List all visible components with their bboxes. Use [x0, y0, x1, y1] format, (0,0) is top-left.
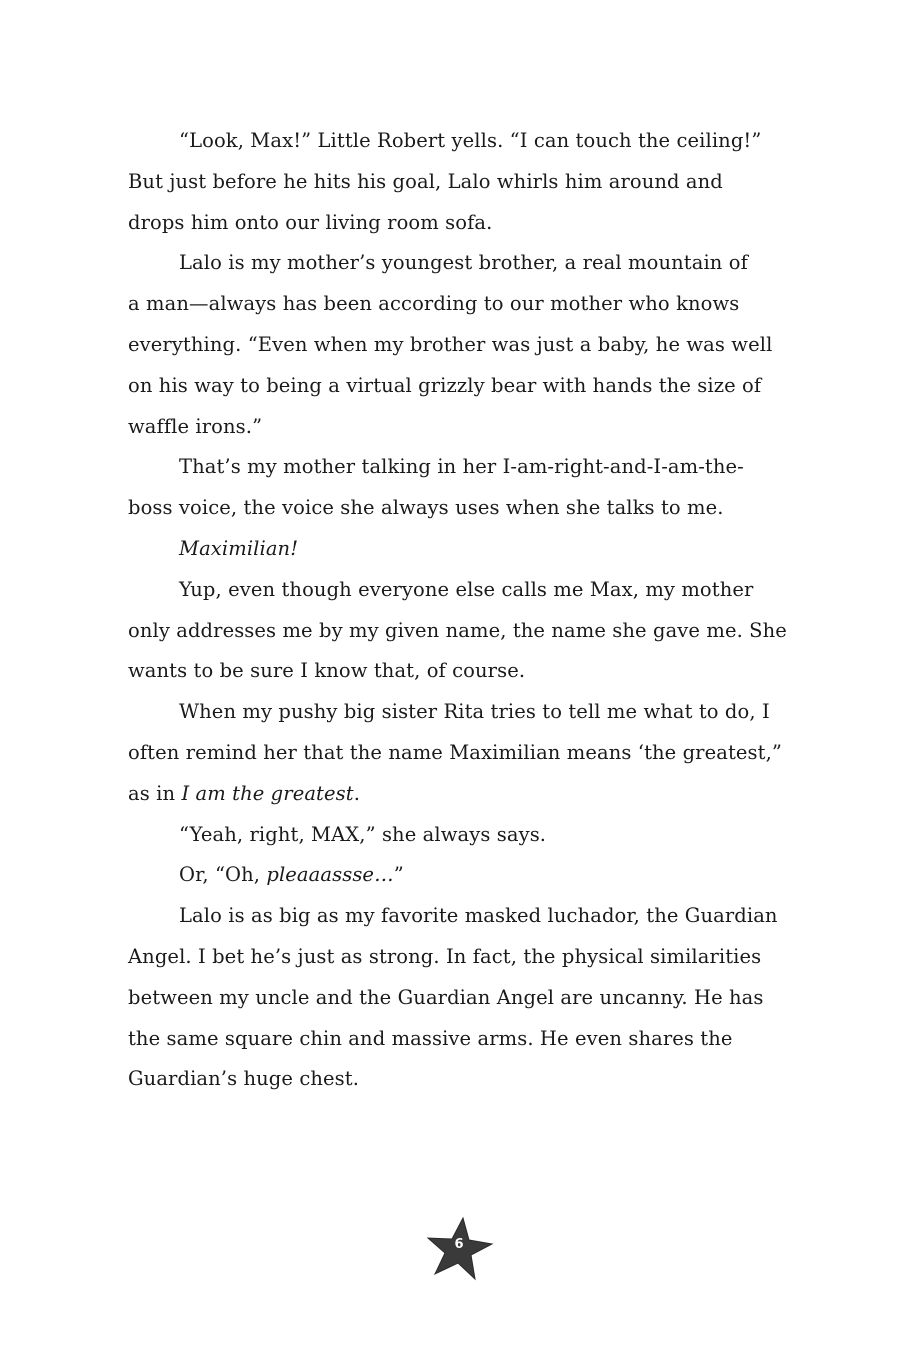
text-line [128, 978, 768, 1019]
text-run: drops him onto our living room sofa. [128, 210, 493, 234]
text-line [128, 407, 768, 448]
text-run: Yup, even though everyone else calls me Max, my mother [179, 577, 754, 601]
text-line [128, 937, 768, 978]
text-run: . [353, 781, 360, 805]
text-run: Or, “Oh, [179, 863, 267, 887]
text-line [128, 366, 768, 407]
text-run: the same square chin and massive arms. He even shares the [128, 1026, 733, 1050]
text-line [128, 570, 768, 611]
text-run: on his way to being a virtual grizzly bear with hands the size of [128, 373, 762, 397]
text-run: But just before he hits his goal, Lalo whirls him around and [128, 169, 723, 193]
page-number-badge [424, 1216, 494, 1282]
text-run: “Yeah, right, MAX,” she always says. [179, 822, 547, 846]
text-run: waffle irons.” [128, 414, 263, 438]
text-line [128, 651, 768, 692]
text-line [128, 284, 768, 325]
text-line [128, 692, 768, 733]
text-line [128, 855, 768, 896]
page-number: 6 [454, 1237, 464, 1252]
italic-text: pleaaassse… [266, 863, 394, 887]
text-run: Lalo is as big as my favorite masked luchador, the Guardian [179, 904, 778, 928]
text-run: When my pushy big sister Rita tries to tell me what to do, I [179, 700, 770, 724]
text-run: as in [128, 781, 182, 805]
text-run: often remind her that the name Maximilian means ‘the greatest,” [128, 740, 782, 764]
text-run: Lalo is my mother’s youngest brother, a real mountain of [179, 251, 748, 275]
text-run: Guardian’s huge chest. [128, 1067, 359, 1091]
text-run: wants to be sure I know that, of course. [128, 659, 526, 683]
text-line [128, 529, 768, 570]
text-line [128, 815, 768, 856]
text-run: only addresses me by my given name, the name she gave me. She [128, 618, 787, 642]
text-line [128, 203, 768, 244]
text-line [128, 447, 768, 488]
text-run: between my uncle and the Guardian Angel are uncanny. He has [128, 985, 764, 1009]
text-line [128, 121, 768, 162]
italic-text: Maximilian! [179, 536, 299, 560]
text-line [128, 733, 782, 774]
text-run: ” [393, 863, 404, 887]
text-line [128, 1019, 768, 1060]
text-line [128, 162, 768, 203]
text-line [128, 774, 768, 815]
italic-text: I am the greatest [181, 781, 354, 805]
text-line [128, 1059, 768, 1100]
text-line [128, 325, 773, 366]
text-run: Angel. I bet he’s just as strong. In fact, the physical similarities [128, 944, 762, 968]
text-line [128, 488, 768, 529]
text-run: everything. “Even when my brother was just a baby, he was well [128, 332, 773, 356]
page-body [128, 121, 787, 1100]
text-line [128, 611, 787, 652]
text-run: a man—always has been according to our mother who knows [128, 292, 740, 316]
text-line [128, 896, 778, 937]
text-run: “Look, Max!” Little Robert yells. “I can touch the ceiling!” [179, 129, 762, 152]
text-run: That’s my mother talking in her I-am-right-and-I-am-the- [179, 455, 744, 479]
text-line [128, 243, 768, 284]
text-run: boss voice, the voice she always uses when she talks to me. [128, 496, 724, 520]
